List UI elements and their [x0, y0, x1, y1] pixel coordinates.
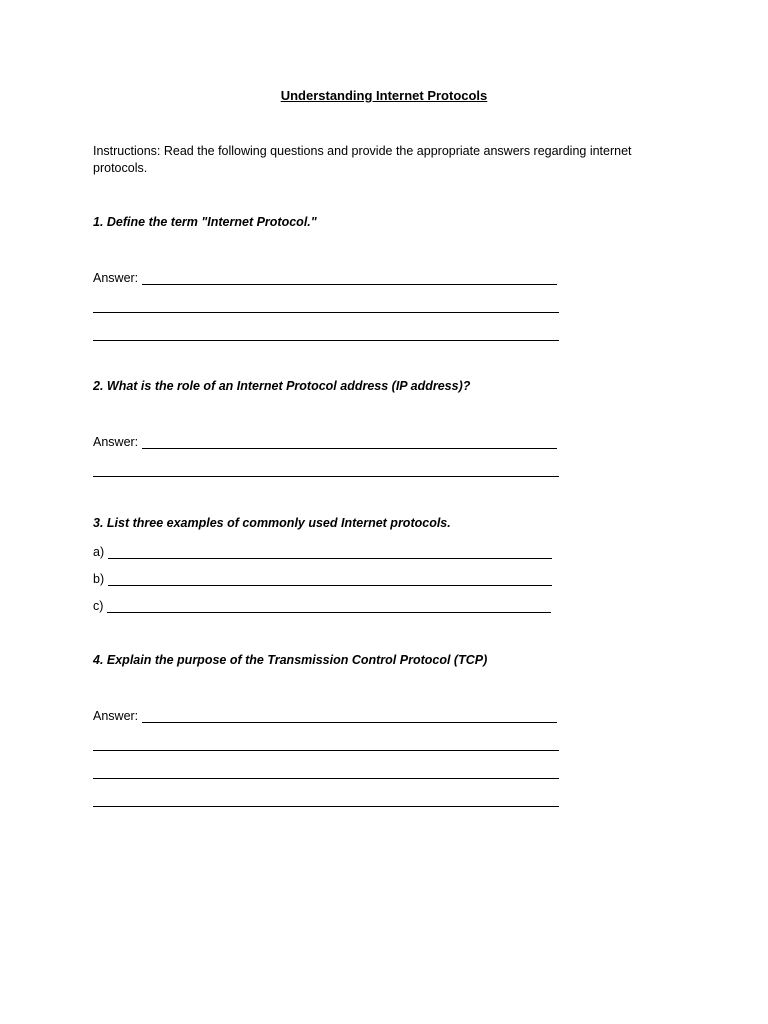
answer-line-q1-1[interactable]	[93, 267, 557, 285]
list-item-label: b)	[93, 572, 105, 586]
answer-line-q4-3[interactable]	[93, 761, 559, 779]
answer-line-q1-2[interactable]	[93, 295, 559, 313]
answer-label: Answer:	[93, 709, 139, 723]
answer-line-q4-2[interactable]	[93, 733, 559, 751]
list-item-blank[interactable]	[108, 544, 552, 559]
list-line-b[interactable]	[93, 568, 552, 586]
list-item-blank[interactable]	[108, 571, 552, 586]
answer-line-q4-4[interactable]	[93, 789, 559, 807]
instructions-text: Instructions: Read the following questions and provide the appropriate answers regarding internet protocols.	[93, 144, 632, 175]
answer-line-q4-1[interactable]	[93, 705, 557, 723]
answer-blank[interactable]	[142, 434, 557, 449]
list-line-a[interactable]	[93, 541, 552, 559]
answer-blank[interactable]	[142, 708, 557, 723]
answer-blank[interactable]	[93, 736, 559, 751]
answer-label: Answer:	[93, 271, 139, 285]
list-item-blank[interactable]	[107, 598, 551, 613]
answer-label: Answer:	[93, 435, 139, 449]
list-item-label: c)	[93, 599, 104, 613]
question-1: 1. Define the term "Internet Protocol."	[93, 215, 317, 229]
answer-line-q2-1[interactable]	[93, 431, 557, 449]
answer-blank[interactable]	[93, 462, 559, 477]
answer-blank[interactable]	[93, 792, 559, 807]
question-3: 3. List three examples of commonly used Internet protocols.	[93, 516, 451, 530]
answer-blank[interactable]	[142, 270, 557, 285]
question-2: 2. What is the role of an Internet Protocol address (IP address)?	[93, 379, 471, 393]
worksheet-title	[0, 88, 768, 103]
list-item-label: a)	[93, 545, 105, 559]
answer-blank[interactable]	[93, 298, 559, 313]
list-line-c[interactable]	[93, 595, 551, 613]
answer-line-q2-2[interactable]	[93, 459, 559, 477]
answer-line-q1-3[interactable]	[93, 323, 559, 341]
worksheet-title-text: Understanding Internet Protocols	[280, 88, 488, 103]
question-4: 4. Explain the purpose of the Transmission Control Protocol (TCP)	[93, 653, 488, 667]
answer-blank[interactable]	[93, 326, 559, 341]
answer-blank[interactable]	[93, 764, 559, 779]
